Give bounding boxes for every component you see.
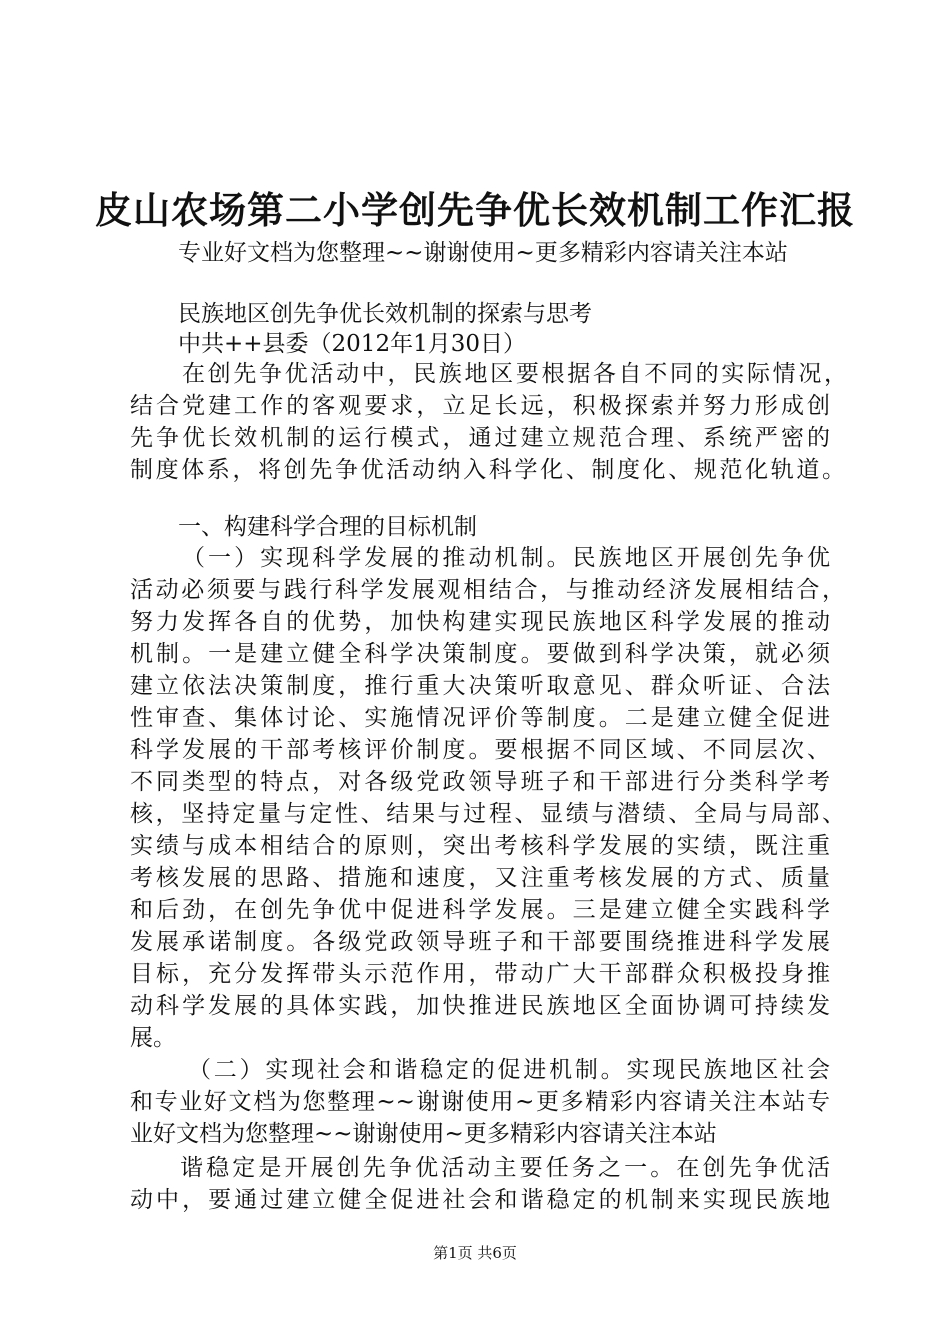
paragraph-line: 先争优长效机制的运行模式，通过建立规范合理、系统严密的: [130, 425, 830, 451]
paragraph-line: 性审查、集体讨论、实施情况评价等制度。二是建立健全促进: [130, 705, 830, 731]
article-author: 中共++县委（2012年1月30日）: [178, 331, 526, 357]
paragraph-line: 动科学发展的具体实践，加快推进民族地区全面协调可持续发: [130, 993, 830, 1019]
paragraph-line: 科学发展的干部考核评价制度。要根据不同区域、不同层次、: [130, 737, 830, 763]
paragraph-line: 发展承诺制度。各级党政领导班子和干部要围绕推进科学发展: [130, 929, 830, 955]
paragraph-line: 动中，要通过建立健全促进社会和谐稳定的机制来实现民族地: [130, 1187, 830, 1213]
paragraph-line: 和专业好文档为您整理~~谢谢使用~更多精彩内容请关注本站专: [130, 1089, 830, 1115]
paragraph-line: 谐稳定是开展创先争优活动主要任务之一。在创先争优活: [180, 1155, 830, 1181]
paragraph-line: 制度体系，将创先争优活动纳入科学化、制度化、规范化轨道。: [130, 457, 845, 483]
paragraph-line: 考核发展的思路、措施和速度，又注重考核发展的方式、质量: [130, 865, 830, 891]
paragraph-line: 建立依法决策制度，推行重大决策听取意见、群众听证、合法: [130, 673, 830, 699]
paragraph-line: （一）实现科学发展的推动机制。民族地区开展创先争优: [182, 545, 830, 571]
paragraph-line: 在创先争优活动中，民族地区要根据各自不同的实际情况，: [182, 361, 847, 387]
paragraph-line: 活动必须要与践行科学发展观相结合，与推动经济发展相结合，: [130, 577, 845, 603]
article-title: 民族地区创先争优长效机制的探索与思考: [178, 301, 592, 327]
header-note: 专业好文档为您整理~~谢谢使用~更多精彩内容请关注本站: [178, 240, 788, 266]
paragraph-line: （二）实现社会和谐稳定的促进机制。实现民族地区社会: [188, 1057, 830, 1083]
paragraph-line: 不同类型的特点，对各级党政领导班子和干部进行分类科学考: [130, 769, 830, 795]
paragraph-line: 和后劲，在创先争优中促进科学发展。三是建立健全实践科学: [130, 897, 830, 923]
paragraph-line: 核，坚持定量与定性、结果与过程、显绩与潜绩、全局与局部、: [130, 801, 845, 827]
paragraph-line: 结合党建工作的客观要求，立足长远，积极探索并努力形成创: [130, 393, 830, 419]
paragraph-line: 业好文档为您整理~~谢谢使用~更多精彩内容请关注本站: [130, 1121, 717, 1147]
page-footer: 第1页 共6页: [433, 1244, 517, 1262]
paragraph-line: 实绩与成本相结合的原则，突出考核科学发展的实绩，既注重: [130, 833, 830, 859]
section-heading: 一、构建科学合理的目标机制: [178, 514, 477, 540]
paragraph-line: 机制。一是建立健全科学决策制度。要做到科学决策，就必须: [130, 641, 830, 667]
paragraph-line: 目标，充分发挥带头示范作用，带动广大干部群众积极投身推: [130, 961, 830, 987]
paragraph-line: 努力发挥各自的优势，加快构建实现民族地区科学发展的推动: [130, 609, 830, 635]
document-title: 皮山农场第二小学创先争优长效机制工作汇报: [95, 188, 855, 232]
paragraph-line: 展。: [130, 1025, 176, 1051]
